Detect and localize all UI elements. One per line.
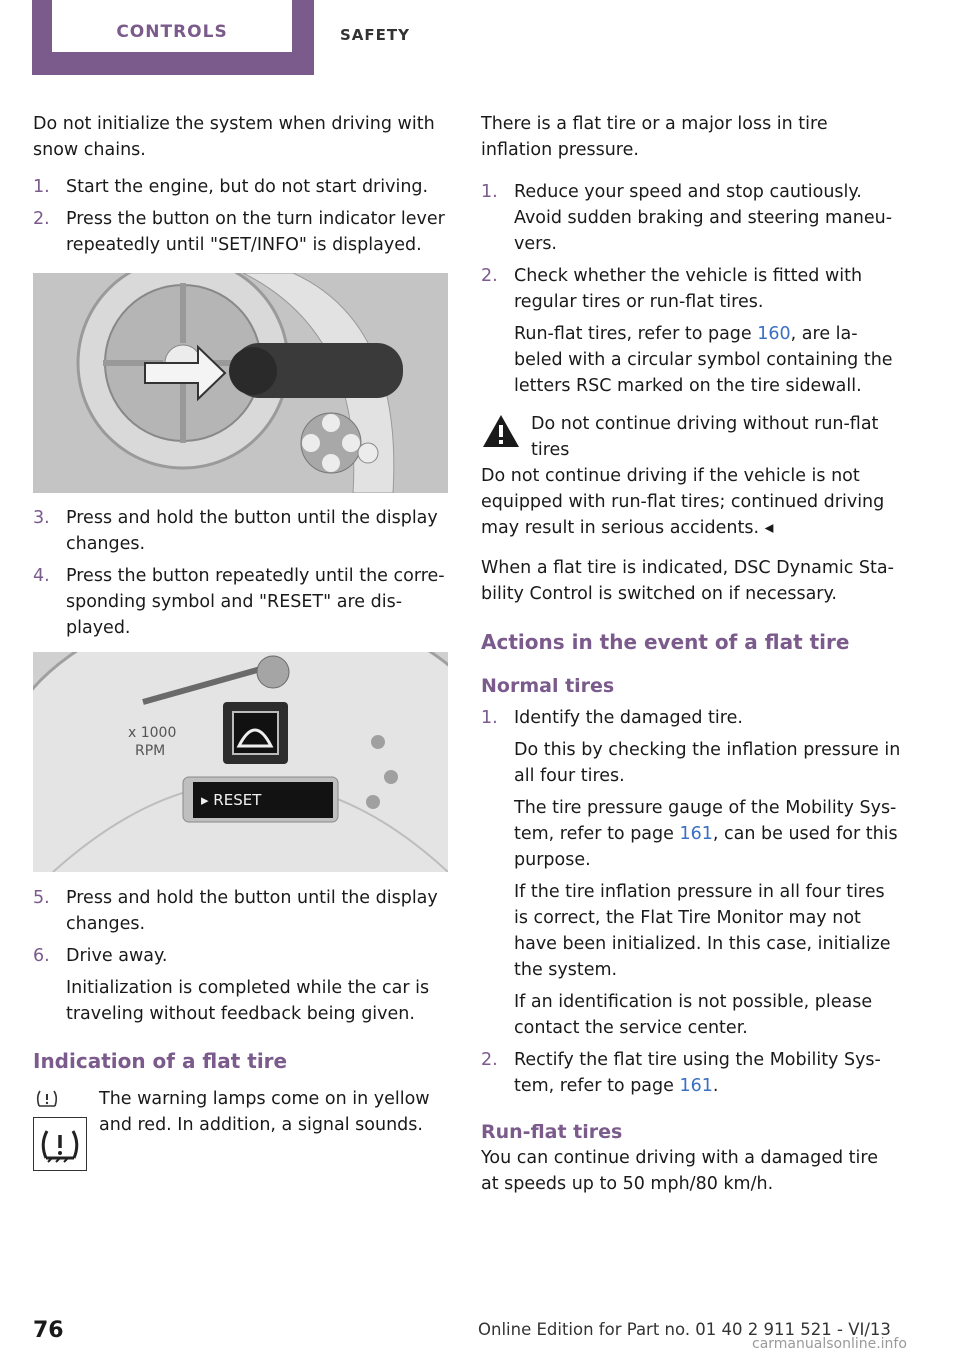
subtext-post: , are la‐beled with a circular symbol containing the letters RSC marked on the tire sidewall. [514,324,893,396]
step-text: Press the button repeatedly until the corre‐sponding symbol and "RESET" are dis‐played. [66,566,445,638]
list-item [33,505,448,557]
step-number: 5. [33,888,50,908]
tire-pressure-warning-small-icon [36,1088,58,1108]
reset-display-text: ▸ RESET [201,791,262,809]
tire-pressure-warning-icon [33,1117,87,1171]
page-link-160[interactable]: 160 [757,324,791,344]
page-link-161[interactable]: 161 [679,824,713,844]
step-text: Rectify the flat tire using the Mobility Sys‐tem, refer to page [514,1050,881,1096]
subtext-pre: Run-flat tires, refer to page [514,324,758,344]
step-text: Press and hold the button until the display changes. [66,888,438,934]
list-item [33,174,448,200]
steps-b [33,505,448,647]
step-number: 3. [33,508,50,528]
list-item [481,705,901,1041]
indication-text [99,1086,449,1138]
step-subtext: Do this by checking the inflation pressure in all four tires. [514,740,901,786]
gauge-label-x1000: x 1000 [128,725,177,741]
tab-safety[interactable]: SAFETY [340,26,410,44]
step-text: Reduce your speed and stop cautiously. Avoid sudden braking and steering maneu‐vers. [514,182,893,254]
list-item [33,563,448,641]
step-number: 4. [33,566,50,586]
normal-tires-heading: Normal tires [481,675,615,697]
page-link-161[interactable]: 161 [679,1076,713,1096]
list-item [481,1047,901,1099]
right-intro-text: There is a flat tire or a major loss in tire inflation pressure. [481,114,828,160]
steps-c [33,885,448,1033]
step-text: Identify the damaged tire. [514,708,743,728]
step-number: 1. [481,708,498,728]
step-text: Start the engine, but do not start driving. [66,177,429,197]
run-flat-heading: Run-flat tires [481,1121,623,1143]
subtext-post: , can be used for this purpose. [514,824,898,870]
step-number: 2. [33,209,50,229]
list-item [481,263,901,399]
list-item [33,206,448,258]
step-text: Drive away. [66,946,168,966]
actions-heading: Actions in the event of a flat tire [481,630,850,654]
steps-a [33,174,448,264]
turn-indicator-lever-image [33,273,448,493]
right-column [481,111,901,1197]
watermark: carmanualsonline.info [752,1336,907,1352]
step-text-post: . [712,1076,719,1096]
step-subtext: Initialization is completed while the car is traveling without feedback being given. [66,978,430,1024]
left-intro [33,111,448,163]
step-subtext: If the tire inflation pressure in all four tires is correct, the Flat Tire Monitor may not have been initialized. In this case, initialize the system. [514,882,891,980]
list-item [33,943,448,1027]
step-number: 1. [481,182,498,202]
instrument-cluster-image [33,652,448,872]
list-item [33,885,448,937]
indication-heading: Indication of a flat tire [33,1049,288,1073]
warning-block [481,411,901,463]
page-number: 76 [33,1318,64,1343]
run-flat-text: You can continue driving with a damaged tire at speeds up to 50 mph/80 km/h. [481,1148,878,1194]
step-number: 2. [481,1050,498,1070]
indication-paragraph: The warning lamps come on in yellow and red. In addition, a signal sounds. [99,1089,430,1135]
indication-section [33,1048,448,1074]
step-subtext [514,321,901,399]
warning-text: Do not continue driving if the vehicle is not equipped with run-flat tires; continued driving may result in serious accidents. ◂ [481,466,885,538]
step-subtext [514,795,901,873]
edition-line: Online Edition for Part no. 01 40 2 911 521 - VI/13 [478,1320,891,1339]
list-item [481,179,901,257]
step-number: 6. [33,946,50,966]
step-number: 2. [481,266,498,286]
step-subtext: If an identification is not possible, please contact the service center. [514,992,873,1038]
step-text: Check whether the vehicle is fitted with regular tires or run-flat tires. [514,266,863,312]
subtext-pre: The tire pressure gauge of the Mobility Sys‐tem, refer to page [514,798,897,844]
dsc-text: When a flat tire is indicated, DSC Dynamic Sta‐bility Control is switched on if necessary. [481,558,894,604]
tab-controls[interactable]: CONTROLS [116,22,228,42]
warning-triangle-icon [481,413,521,449]
step-text: Press and hold the button until the display changes. [66,508,438,554]
warning-title: Do not continue driving without run-flat tires [531,414,879,460]
gauge-label-rpm: RPM [135,743,166,759]
left-intro-text: Do not initialize the system when driving with snow chains. [33,114,435,160]
step-number: 1. [33,177,50,197]
step-text: Press the button on the turn indicator lever repeatedly until "SET/INFO" is displayed. [66,209,445,255]
